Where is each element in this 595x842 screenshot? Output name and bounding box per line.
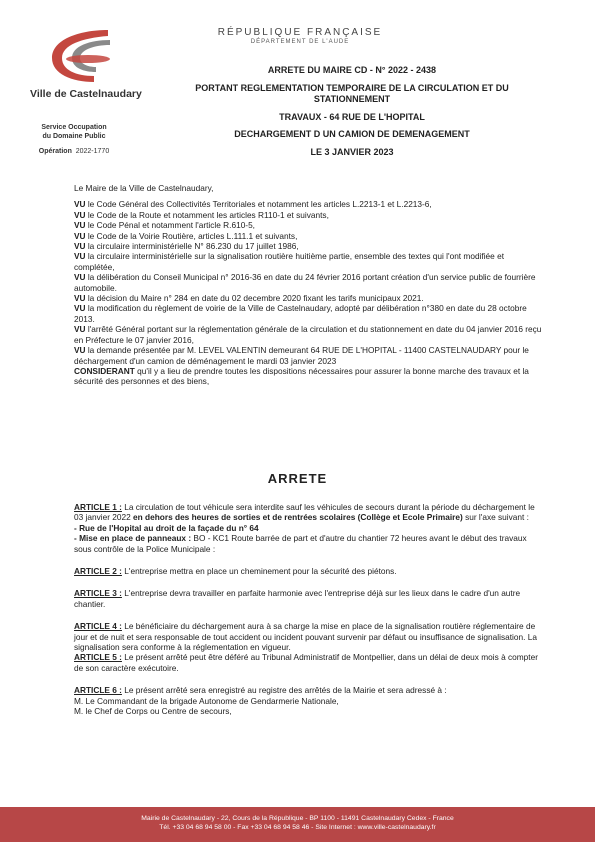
footer-address: Mairie de Castelnaudary - 22, Cours de la République - BP 1100 - 11491 Castelnaudary Cedex - France [141,815,454,822]
vu-item: VU le Code de la Route et notamment les articles R110-1 et suivants, [74,209,329,220]
article-3: ARTICLE 3 : L'entreprise devra travailler en parfaite harmonie avec l'entreprise déjà sur les lieux dans le cadre d'un autre chantier. [74,588,521,609]
article-1-panneaux: - Mise en place de panneaux : BO - KC1 Route barrée de part et d'autre du chantier 72 heures avant le début des travaux sous contrôle de la Police Municipale : [74,533,527,554]
city-name: Ville de Castelnaudary [30,88,142,100]
article-4: ARTICLE 4 : Le bénéficiaire du déchargement aura à sa charge la mise en place de la signalisation routière réglementaire de jour et de nuit et sera responsable de tout accident ou incident pouvant survenir par défaut ou insuffisance de signalisation. La signalisation sera conforme à la réglementation en vigueur. [74,621,537,653]
articles-section [74,502,544,717]
departement-label: DÉPARTEMENT DE L'AUDE [250,39,350,45]
footer-contact: Tél. +33 04 68 94 58 00 - Fax +33 04 68 94 58 46 - Site Internet : www.ville-castelnaudary.fr [159,824,436,831]
operation-number: 2022-1770 [75,148,110,155]
page-footer [0,807,595,842]
considerants-section [74,183,544,387]
title-line-5: DECHARGEMENT D UN CAMION DE DEMENAGEMENT [234,129,470,139]
considerant-item: CONSIDERANT qu'il y a lieu de prendre toutes les dispositions nécessaires pour assurer la bonne marche des travaux et la sécurité des personnes et des biens, [74,365,529,387]
recipient-item: M. le Chef de Corps ou Centre de secours, [74,706,232,717]
title-line-2: PORTANT REGLEMENTATION TEMPORAIRE DE LA CIRCULATION ET DU [195,82,509,93]
vu-item: VU la délibération du Conseil Municipal n° 2016-36 en date du 24 février 2016 portant création d'un service public de fourrière automobile. [74,272,536,293]
title-line-4: TRAVAUX - 64 RUE DE L'HOPITAL [279,111,425,122]
intro-line: Le Maire de la Ville de Castelnaudary, [74,183,214,193]
arrete-title-block [160,65,544,158]
article-1-street: - Rue de l'Hopital au droit de la façade du n° 64 [74,522,259,533]
city-logo [30,26,142,100]
vu-item: VU l'arrêté Général portant sur la réglementation générale de la circulation et du stationnement en date du 04 janvier 2016 reçu en Préfecture le 07 janvier 2016, [74,324,542,345]
castelnaudary-logo-icon [38,26,130,86]
article-1-label: ARTICLE 1 : [74,502,122,512]
document-header [160,27,440,45]
vu-item: VU le Code Pénal et notamment l'article R.610-5, [74,220,255,231]
arrete-number: ARRETE DU MAIRE CD - N° 2022 - 2438 [267,65,437,75]
vu-item: VU la demande présentée par M. LEVEL VALENTIN demeurant 64 RUE DE L'HOPITAL - 11400 CASTELNAUDARY pour le déchargement d'un camion de déménagement le mardi 03 janvier 2023 [74,345,529,366]
vu-item: VU la décision du Maire n° 284 en date du 02 decembre 2020 fixant les tarifs municipaux 2021. [74,293,424,304]
article-5: ARTICLE 5 : Le présent arrêté peut être déféré au Tribunal Administratif de Montpellier, dans un délai de deux mois à compter de son caractère exécutoire. [74,652,538,673]
service-line-2: du Domaine Public [42,133,106,140]
vu-item: VU la modification du règlement de voirie de la Ville de Castelnaudary, adopté par délibération n°380 en date du 28 octobre 2013. [74,303,527,324]
operation-ref [20,147,128,156]
vu-item: VU le Code Général des Collectivités Territoriales et notamment les articles L.2213-1 et L.2213-6, [74,199,432,210]
vu-item: VU la circulaire interministérielle sur la signalisation routière huitième partie, ensemble des textes qui l'ont modifiée et complétée, [74,251,505,272]
article-1: ARTICLE 1 : La circulation de tout véhicule sera interdite sauf les véhicules de secours durant la période du déchargement le 03 janvier 2022 en dehors des heures de sorties et de rentrées scolaires (Collège et Ecole Primaire) sur l'axe suivant : [74,502,535,523]
operation-label: Opération [38,148,72,155]
republique-label: RÉPUBLIQUE FRANÇAISE [217,27,383,38]
recipient-item: M. Le Commandant de la brigade Autonome de Gendarmerie Nationale, [74,695,339,706]
service-line-1: Service Occupation [41,124,107,131]
arrete-heading: ARRETE [267,471,328,486]
title-date: LE 3 JANVIER 2023 [310,146,394,157]
vu-item: VU la circulaire interministérielle N° 86.230 du 17 juillet 1986, [74,241,299,252]
title-line-3: STATIONNEMENT [313,94,391,104]
vu-item: VU le Code de la Voirie Routière, articles L.111.1 et suivants, [74,230,298,241]
article-6: ARTICLE 6 : Le présent arrêté sera enregistré au registre des arrêtés de la Mairie et sera adressé à : [74,685,447,696]
article-2: ARTICLE 2 : L'entreprise mettra en place un cheminement pour la sécurité des piétons. [74,566,397,577]
service-block [20,123,128,156]
